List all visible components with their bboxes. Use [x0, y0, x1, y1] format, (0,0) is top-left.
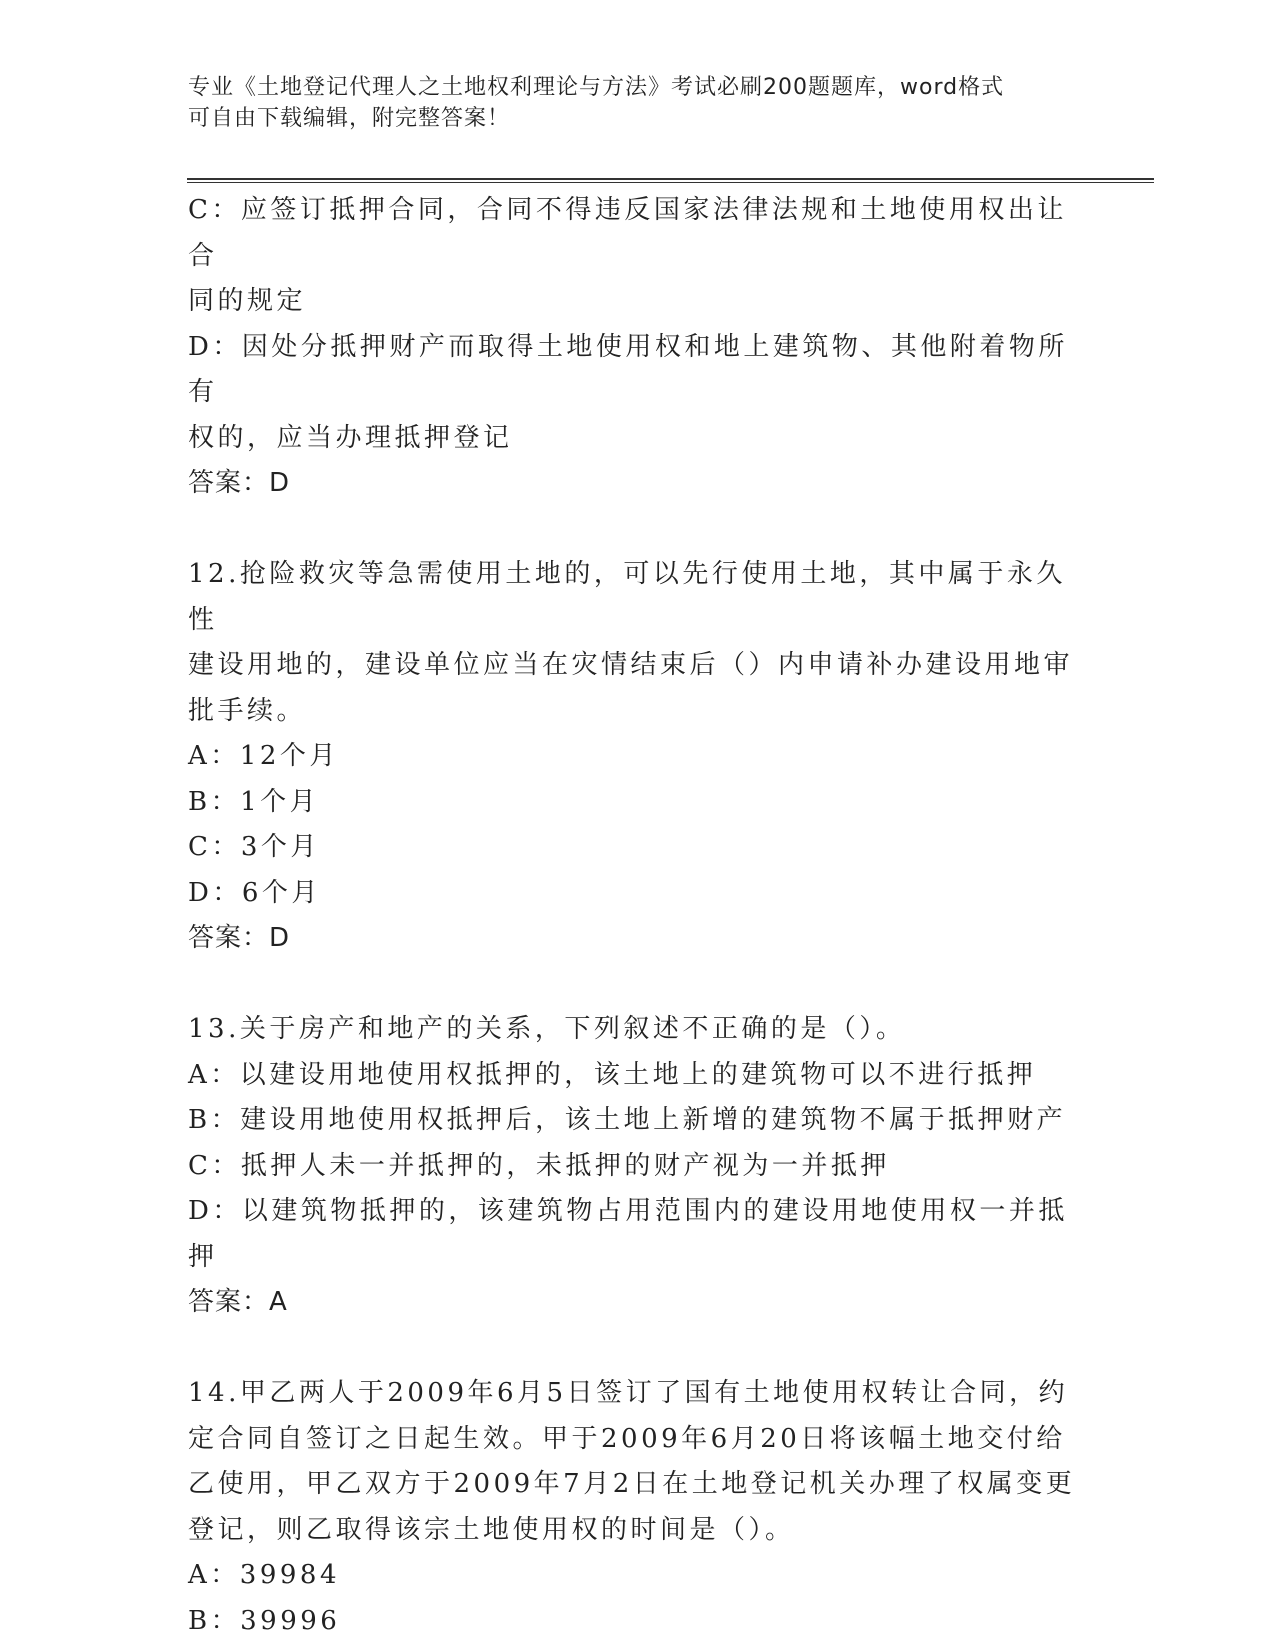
question-11-continued — [188, 188, 1088, 507]
q11-option-d-line-2: 权的，应当办理抵押登记 — [188, 422, 513, 453]
question-14 — [188, 1371, 1088, 1644]
q12-stem-line-3: 批手续。 — [188, 695, 307, 726]
q11-option-d-line-1: D：因处分抵押财产而取得土地使用权和地上建筑物、其他附着物所有 — [188, 331, 1068, 407]
question-13 — [188, 1007, 1088, 1326]
q12-answer: 答案：D — [188, 923, 291, 953]
q13-stem: 13.关于房产和地产的关系，下列叙述不正确的是（）。 — [188, 1014, 906, 1044]
q14-stem-line-4: 登记，则乙取得该宗土地使用权的时间是（）。 — [188, 1514, 795, 1545]
header-title-line-2: 可自由下载编辑，附完整答案！ — [188, 106, 511, 131]
header-title-line-1: 专业《土地登记代理人之土地权利理论与方法》考试必刷200题题库，word格式 — [188, 75, 1005, 100]
q11-option-c-line-1: C：应签订抵押合同，合同不得违反国家法律法规和土地使用权出让合 — [188, 195, 1067, 271]
q11-option-c-line-2: 同的规定 — [188, 286, 307, 316]
q13-option-a: A：以建设用地使用权抵押的，该土地上的建筑物可以不进行抵押 — [188, 1059, 1037, 1090]
spacer — [188, 507, 1088, 553]
question-content — [188, 188, 1088, 1644]
q13-option-d: D：以建筑物抵押的，该建筑物占用范围内的建设用地使用权一并抵押 — [188, 1196, 1068, 1272]
q13-option-b: B：建设用地使用权抵押后，该土地上新增的建筑物不属于抵押财产 — [188, 1105, 1067, 1135]
q14-stem-line-2: 定合同自签订之日起生效。甲于2009年6月20日将该幅土地交付给 — [188, 1423, 1066, 1454]
q12-option-a: A：12个月 — [188, 741, 339, 771]
q14-option-b: B：39996 — [188, 1605, 341, 1636]
question-12 — [188, 552, 1088, 962]
q11-answer: 答案：D — [188, 468, 291, 498]
q13-answer: 答案：A — [188, 1287, 288, 1317]
spacer — [188, 1326, 1088, 1372]
q14-stem-line-1: 14.甲乙两人于2009年6月5日签订了国有土地使用权转让合同，约 — [188, 1378, 1069, 1408]
page-header — [188, 72, 1088, 134]
q14-stem-line-3: 乙使用，甲乙双方于2009年7月2日在土地登记机关办理了权属变更 — [188, 1469, 1076, 1499]
q12-option-c: C：3个月 — [188, 832, 320, 862]
header-divider — [187, 178, 1154, 183]
q13-option-c: C：抵押人未一并抵押的，未抵押的财产视为一并抵押 — [188, 1150, 890, 1181]
q12-option-b: B：1个月 — [188, 786, 320, 817]
spacer — [188, 962, 1088, 1008]
q12-stem-line-1: 12.抢险救灾等急需使用土地的，可以先行使用土地，其中属于永久性 — [188, 559, 1066, 635]
q14-option-a: A：39984 — [188, 1560, 340, 1590]
q12-option-d: D：6个月 — [188, 877, 321, 908]
q12-stem-line-2: 建设用地的，建设单位应当在灾情结束后（）内申请补办建设用地审 — [188, 650, 1074, 680]
